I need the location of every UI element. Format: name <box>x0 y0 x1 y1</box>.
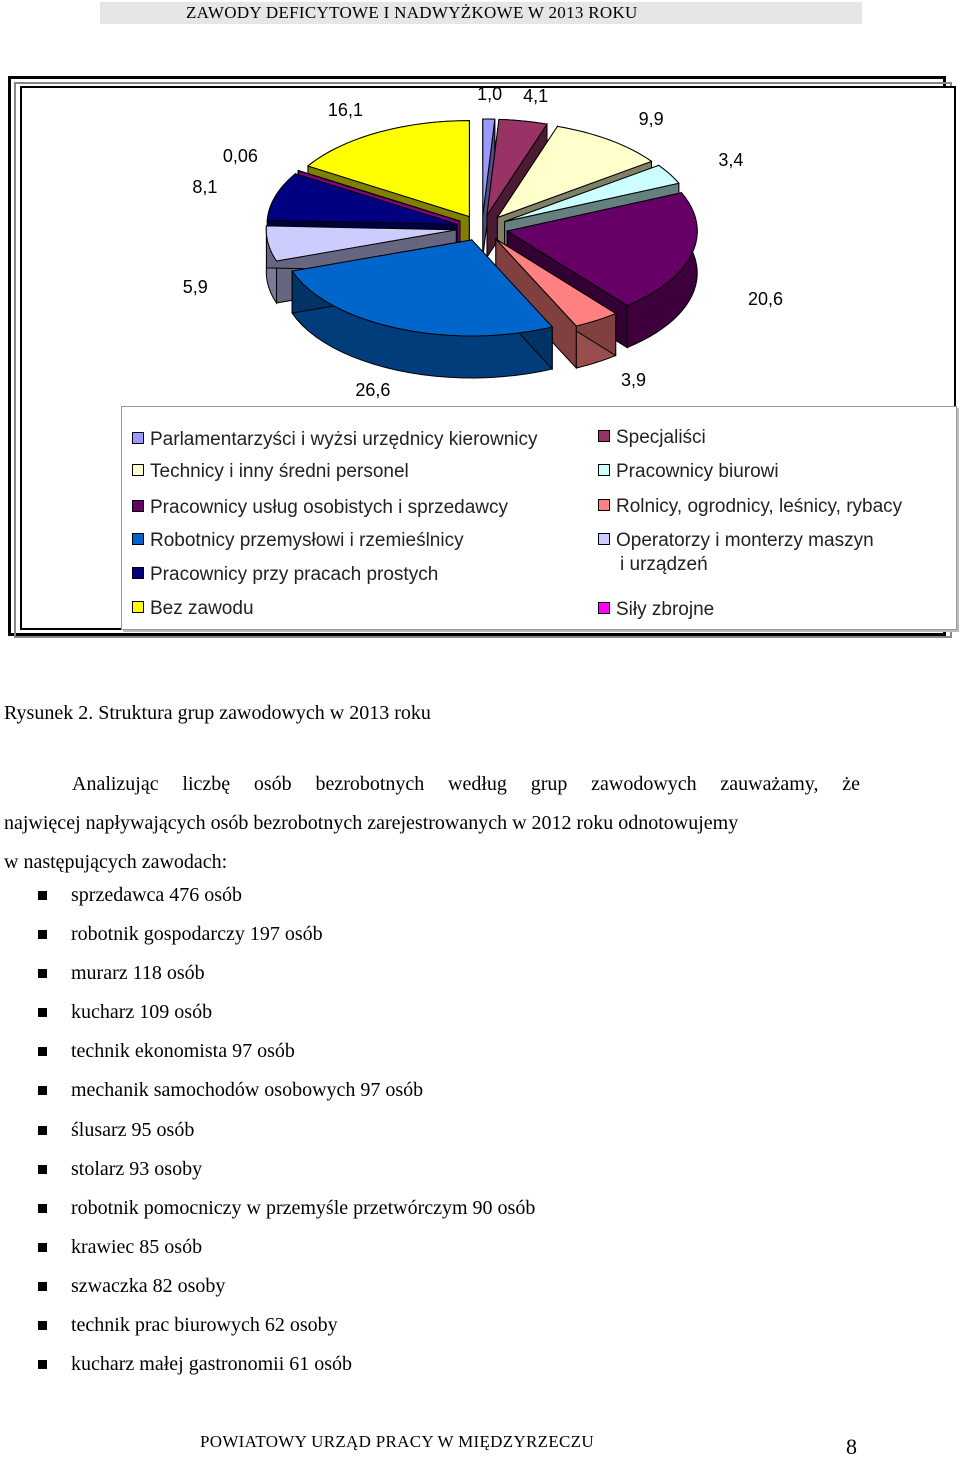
page-header: ZAWODY DEFICYTOWE I NADWYŻKOWE W 2013 ROKU <box>100 2 862 24</box>
legend-swatch <box>132 464 144 476</box>
bullet-icon <box>38 1165 47 1174</box>
legend-item <box>132 429 538 451</box>
legend-label: Technicy i inny średni personel <box>150 461 409 482</box>
legend-swatch <box>132 432 144 444</box>
legend-item <box>598 461 779 483</box>
occupation-list <box>38 876 535 1384</box>
legend-label: Parlamentarzyści i wyżsi urzędnicy kierownicy <box>150 429 538 450</box>
list-item: szwaczka 82 osoby <box>38 1267 535 1306</box>
list-item: technik ekonomista 97 osób <box>38 1032 535 1071</box>
legend-label: Bez zawodu <box>150 598 254 619</box>
list-item: robotnik pomocniczy w przemyśle przetwórczym 90 osób <box>38 1189 535 1228</box>
list-item: krawiec 85 osób <box>38 1228 535 1267</box>
bullet-icon <box>38 1321 47 1330</box>
legend-item <box>132 497 508 519</box>
bullet-icon <box>38 1243 47 1252</box>
legend-swatch <box>132 500 144 512</box>
pie-value-label: 8,1 <box>192 177 217 198</box>
legend-swatch <box>132 533 144 545</box>
pie-value-label: 20,6 <box>748 289 783 310</box>
pie-value-label: 4,1 <box>523 86 548 107</box>
legend-label: Rolnicy, ogrodnicy, leśnicy, rybacy <box>616 496 902 517</box>
page-footer: POWIATOWY URZĄD PRACY W MIĘDZYRZECZU <box>200 1432 594 1452</box>
legend-label: Operatorzy i monterzy maszyn <box>616 530 874 551</box>
bullet-icon <box>38 1204 47 1213</box>
list-item: technik prac biurowych 62 osoby <box>38 1306 535 1345</box>
bullet-icon <box>38 1008 47 1017</box>
legend-label: i urządzeń <box>620 554 708 575</box>
bullet-icon <box>38 1360 47 1369</box>
pie-value-label: 0,06 <box>223 146 258 167</box>
pie-value-label: 1,0 <box>477 84 502 105</box>
bullet-icon <box>38 1047 47 1056</box>
legend-label: Pracownicy przy pracach prostych <box>150 564 438 585</box>
pie-value-label: 5,9 <box>183 277 208 298</box>
pie-value-label: 9,9 <box>639 109 664 130</box>
legend-swatch <box>132 567 144 579</box>
paragraph-line: w następujących zawodach: <box>4 843 860 882</box>
legend-item <box>598 427 706 449</box>
legend-label: Specjaliści <box>616 427 706 448</box>
bullet-icon <box>38 930 47 939</box>
list-item: ślusarz 95 osób <box>38 1111 535 1150</box>
bullet-icon <box>38 1086 47 1095</box>
legend-swatch <box>598 464 610 476</box>
list-item: murarz 118 osób <box>38 954 535 993</box>
legend-swatch <box>598 602 610 614</box>
list-item: kucharz 109 osób <box>38 993 535 1032</box>
list-item: robotnik gospodarczy 197 osób <box>38 915 535 954</box>
legend-item <box>132 598 254 620</box>
bullet-icon <box>38 1126 47 1135</box>
legend-swatch <box>598 499 610 511</box>
list-item: kucharz małej gastronomii 61 osób <box>38 1345 535 1384</box>
bullet-icon <box>38 891 47 900</box>
legend-item-continuation <box>620 554 708 576</box>
list-item: sprzedawca 476 osób <box>38 876 535 915</box>
pie-value-label: 3,4 <box>718 150 743 171</box>
pie-value-label: 26,6 <box>355 380 390 401</box>
pie-chart <box>22 88 942 408</box>
legend-swatch <box>132 601 144 613</box>
figure-caption: Rysunek 2. Struktura grup zawodowych w 2013 roku <box>4 702 431 725</box>
pie-value-label: 16,1 <box>328 100 363 121</box>
body-paragraph <box>4 765 860 882</box>
chart-legend <box>121 406 957 630</box>
legend-label: Pracownicy biurowi <box>616 461 779 482</box>
legend-item <box>598 599 714 621</box>
paragraph-line: najwięcej napływających osób bezrobotnych zarejestrowanych w 2012 roku odnotowujemy <box>4 804 860 843</box>
page-number: 8 <box>846 1434 857 1460</box>
bullet-icon <box>38 969 47 978</box>
pie-value-label: 3,9 <box>621 370 646 391</box>
legend-label: Siły zbrojne <box>616 599 714 620</box>
list-item: stolarz 93 osoby <box>38 1150 535 1189</box>
legend-item <box>132 564 438 586</box>
legend-swatch <box>598 430 610 442</box>
legend-label: Pracownicy usług osobistych i sprzedawcy <box>150 497 508 518</box>
legend-label: Robotnicy przemysłowi i rzemieślnicy <box>150 530 464 551</box>
list-item: mechanik samochodów osobowych 97 osób <box>38 1071 535 1110</box>
legend-item <box>598 530 874 552</box>
legend-item <box>132 461 409 483</box>
legend-swatch <box>598 533 610 545</box>
bullet-icon <box>38 1282 47 1291</box>
legend-item <box>132 530 464 552</box>
legend-item <box>598 496 902 518</box>
paragraph-line: Analizując liczbę osób bezrobotnych według grup zawodowych zauważamy, że <box>4 765 860 804</box>
